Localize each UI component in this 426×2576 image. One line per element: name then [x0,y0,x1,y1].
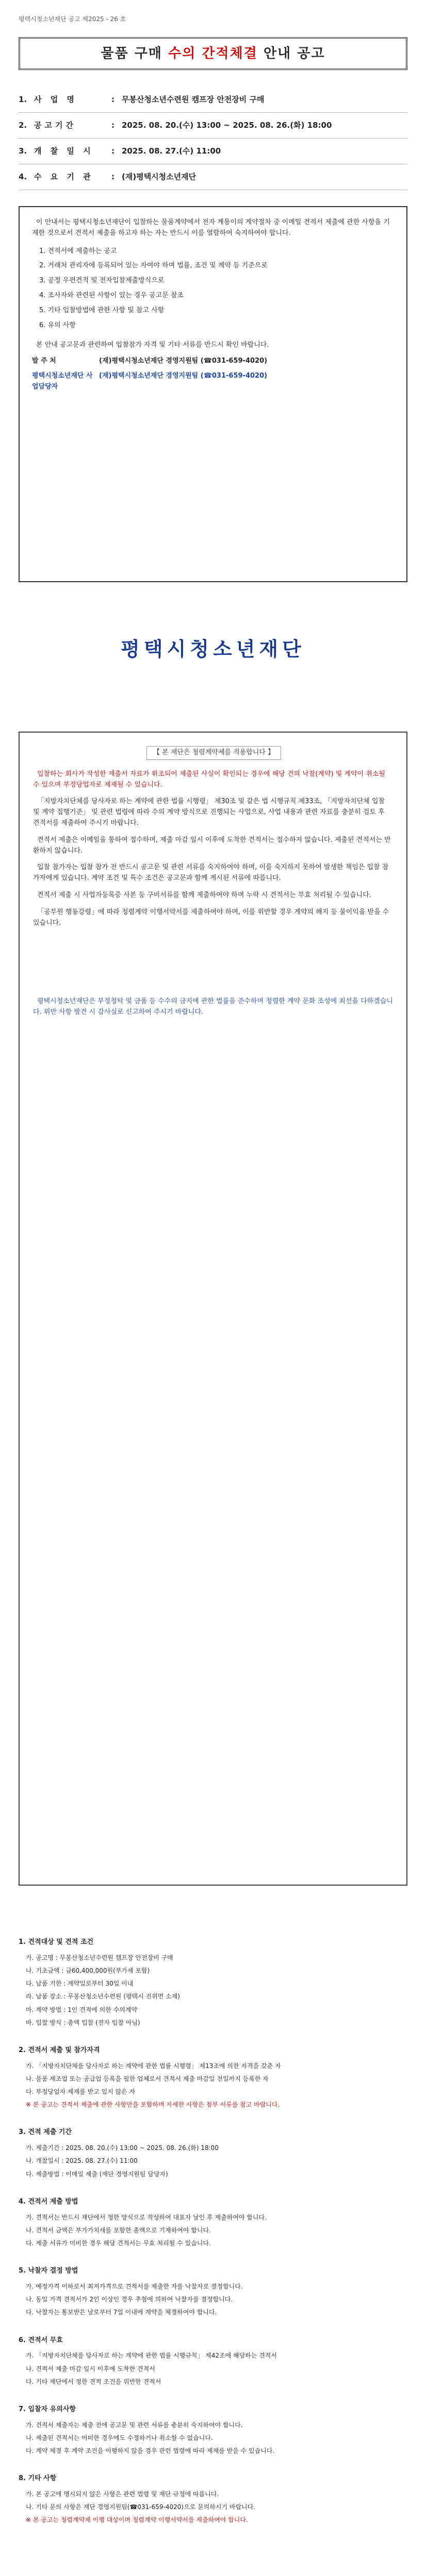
section-line: 나. 제출된 견적서는 어떠한 경우에도 수정하거나 취소할 수 없습니다. [26,2434,213,2442]
section [19,2045,407,2110]
section-line: ※ 본 공고는 청렴계약제 이행 대상이며 청렴계약 이행서약서를 제출하여야 합니다. [26,2516,248,2524]
section-line: 가. 견적서는 반드시 재단에서 정한 양식으로 작성하여 대표자 날인 후 제출하여야 합니다. [26,2213,267,2221]
summary-key: 사 업 명 [34,94,77,104]
intro-checklist [39,246,394,331]
summary-row [19,138,407,164]
section-title: 1. 견적대상 및 견적 조건 [19,1938,94,1946]
title-suffix: 안내 공고 [263,46,325,61]
section-line: ※ 본 공고는 견적서 제출에 관한 사항만을 포함하며 자세한 사항은 첨부 서류를 참고 바랍니다. [26,2101,280,2109]
section-line: 나. 동일 가격 견적서가 2인 이상인 경우 추첨에 의하여 낙찰자를 결정합니다. [26,2296,233,2303]
section-line: 마. 계약 방법 : 1인 견적에 의한 수의계약 [26,2006,138,2013]
section-line: 나. 견적서 제출 마감 일시 이후에 도착한 견적서 [26,2365,155,2372]
intro-box [19,206,407,582]
section-title: 8. 기타 사항 [19,2475,57,2483]
section-line: 다. 계약 체결 후 계약 조건을 이행하지 않을 경우 관련 법령에 따라 제재를 받을 수 있습니다. [26,2447,275,2455]
summary-key: 수 요 기 관 [34,172,94,181]
section [19,2266,407,2317]
memo-paragraph: 입찰 참가자는 입찰 참가 전 반드시 공고문 및 관련 서류를 숙지하여야 하며, 이를 숙지하지 못하여 발생한 책임은 입찰 참가자에게 있습니다. 계약 조건 및 특수 조건은 공고문과 함께 게시된 서류에 따릅니다. [33,863,389,883]
title-highlight: 수의 간적체결 [168,46,258,61]
section-line: 다. 기타 재단에서 정한 견적 조건을 위반한 견적서 [26,2378,161,2385]
checklist-item: 2. 거래처 관리자에 등록되어 있는 자여야 하며 법률, 조건 및 계약 등 기준으로 [39,262,268,270]
contact-row [32,371,394,393]
summary-value: 2025. 08. 20.(수) 13:00 ~ 2025. 08. 26.(화) 18:00 [122,121,332,130]
section-line: 나. 기타 문의 사항은 재단 경영지원팀(☎031-659-4020)으로 문의하시기 바랍니다. [26,2503,256,2511]
summary-key: 공고기간 [34,121,76,130]
memo-paragraph: 「지방자치단체를 당사자로 하는 계약에 관한 법률 시행령」 제30조 및 같은 법 시행규칙 제33조, 「지방자치단체 입찰 및 계약 집행기준」 및 관련 법령에 따라 수의 계약 방식으로 진행되는 사업으로, 사업 내용과 관련 자료를 충분히 검토 후 견적서를 제출하여 주시기 바랍니다. [33,798,385,827]
summary-colon: : [111,121,114,130]
section-line: 다. 제출 서류가 미비한 경우 해당 견적서는 무효 처리될 수 있습니다. [26,2240,211,2247]
checklist-item: 4. 조사자와 관련된 사항이 있는 경우 공고문 참조 [39,291,184,299]
org-title: 평택시청소년재단 [121,638,305,660]
memo-paragraph: 견적서 제출은 이메일을 통하여 접수하며, 제출 마감 일시 이후에 도착한 견적서는 접수하지 않습니다. 제출된 견적서는 반환하지 않습니다. [33,836,391,855]
signer-value: (재)평택시청소년재단 경영지원팀 (☎031-659-4020) [99,357,268,365]
section-line: 나. 기초금액 : 금60,400,000원(부가세 포함) [26,1967,150,1974]
section-line: 다. 납품 기한 : 계약일로부터 30일 이내 [26,1980,134,1988]
notice-number: 평택시청소년재단 공고 제2025 - 26 호 [19,15,126,23]
section [19,2404,407,2456]
section-title: 6. 견적서 무효 [19,2336,63,2344]
section-title: 7. 입찰자 유의사항 [19,2405,76,2413]
checklist-item: 5. 기타 입찰방법에 관한 사항 및 참고 사항 [39,306,165,314]
section-title: 3. 견적 제출 기간 [19,2128,72,2137]
body-sections [19,1937,407,2543]
section [19,2127,407,2179]
checklist-item: 1. 견적서에 제출하는 공고 [39,247,117,255]
summary-row [19,112,407,138]
summary-row [19,164,407,190]
section-line: 가. 「지방자치단체를 당사자로 하는 계약에 관한 법률 시행령」 제13조에 의한 자격을 갖춘 자 [26,2062,281,2070]
summary-num: 4. [19,172,27,181]
contact-value: (재)평택시청소년재단 경영지원팀 (☎031-659-4020) [99,371,268,380]
section-title: 2. 견적서 제출 및 참가자격 [19,2046,100,2054]
checklist-item: 3. 공정 우편견적 및 전자입찰제출방식으로 [39,277,165,285]
signer-label: 발 주 처 [32,357,56,365]
intro-paragraph: 이 안내서는 평택시청소년재단이 입찰하는 물품계약에서 전자 계통이의 계약절차 중 이메일 견적서 제출에 관한 사항을 기재한 것으로서 견적서 제출을 하고자 하는 자는 반드시 이를 열람하여 숙지하여야 합니다. [32,218,390,237]
section [19,1937,407,2028]
contact-label: 평택시청소년재단 사업담당자 [32,371,93,391]
signer-row [32,356,394,367]
section-line: 라. 납품 장소 : 무봉산청소년수련원 (평택시 진위면 소재) [26,1993,180,2001]
section-line: 바. 입찰 방식 : 총액 입찰 (전자 입찰 아님) [26,2019,140,2026]
summary-value: 무봉산청소년수련원 캠프장 안전장비 구매 [122,94,265,104]
section-line: 다. 제출방법 : 이메일 제출 (재단 경영지원팀 담당자) [26,2170,168,2178]
section-line: 가. 본 공고에 명시되지 않은 사항은 관련 법령 및 재단 규정에 따릅니다. [26,2490,219,2498]
section-line: 다. 낙찰자는 통보받은 날로부터 7일 이내에 계약을 체결하여야 합니다. [26,2309,217,2316]
memo-paragraph: 견적서 제출 시 사업자등록증 사본 등 구비서류를 함께 제출하여야 하며 누락 시 견적서는 무효 처리될 수 있습니다. [37,891,371,899]
section-line: 가. 예정가격 이하로서 최저가격으로 견적서를 제출한 자를 낙찰자로 결정합니다. [26,2282,243,2290]
summary-colon: : [111,146,114,156]
section-line: 나. 물품 제조업 또는 공급업 등록을 필한 업체로서 견적서 제출 마감일 전일까지 등록한 자 [26,2075,269,2082]
summary-colon: : [111,94,114,104]
section [19,2197,407,2248]
section-line: 가. 공고명 : 무봉산청소년수련원 캠프장 안전장비 구매 [26,1954,173,1961]
summary-colon: : [111,172,114,181]
title-prefix: 물품 구매 [101,46,163,61]
section-line: 다. 부정당업자 제재를 받고 있지 않은 자 [26,2088,136,2096]
section-line: 가. 「지방자치단체를 당사자로 하는 계약에 관한 법률 시행규칙」 제42조에 해당하는 견적서 [26,2352,277,2360]
summary-num: 3. [19,146,27,156]
memo-box [19,732,407,1886]
section-line: 가. 제출기간 : 2025. 08. 20.(수) 13:00 ~ 2025. 08. 26.(화) 18:00 [26,2144,219,2152]
summary-num: 1. [19,94,27,104]
summary-row [19,87,407,112]
memo-paragraph: 평택시청소년재단은 부정청탁 및 금품 등 수수의 금지에 관한 법률을 준수하며 청렴한 계약 문화 조성에 최선을 다하겠습니다. 위반 사항 발견 시 감사실로 신고하여 주시기 바랍니다. [33,997,393,1016]
section-line: 가. 견적서 제출자는 제출 전에 공고문 및 관련 서류를 충분히 숙지하여야 합니다. [26,2421,243,2429]
summary-value: 2025. 08. 27.(수) 11:00 [122,146,221,156]
memo-label: 【 본 재단은 청렴계약제를 적용합니다 】 [146,746,281,760]
memo-paragraph: 입찰하는 회사가 작성한 제출서 자료가 위조되어 제출된 사실이 확인되는 경우에 해당 건의 낙찰(계약) 및 계약이 취소될 수 있으며 부정당업자로 제재될 수 있습니다. [33,770,385,789]
summary-key: 개 찰 일 시 [34,146,94,156]
section-title: 5. 낙찰자 결정 방법 [19,2267,78,2275]
notice-title [19,37,407,70]
section-line: 나. 개찰일시 : 2025. 08. 27.(수) 11:00 [26,2157,138,2165]
section [19,2473,407,2525]
checklist-item: 6. 유의 사항 [39,321,76,329]
section [19,2335,407,2387]
intro-paragraph: 본 안내 공고문과 관련하여 입찰참가 자격 및 기타 서류를 반드시 확인 바랍니다. [36,341,269,349]
memo-spacer [33,935,393,996]
summary-value: (재)평택시청소년재단 [122,172,196,181]
section-title: 4. 견적서 제출 방법 [19,2197,78,2206]
summary-num: 2. [19,121,27,130]
section-line: 나. 견적서 금액은 부가가치세를 포함한 총액으로 기재하여야 합니다. [26,2226,211,2234]
memo-paragraph: 「공무원 행동강령」에 따라 청렴계약 이행서약서를 제출하여야 하며, 이를 위반할 경우 계약의 해지 등 불이익을 받을 수 있습니다. [33,908,389,927]
summary-table [19,87,407,190]
